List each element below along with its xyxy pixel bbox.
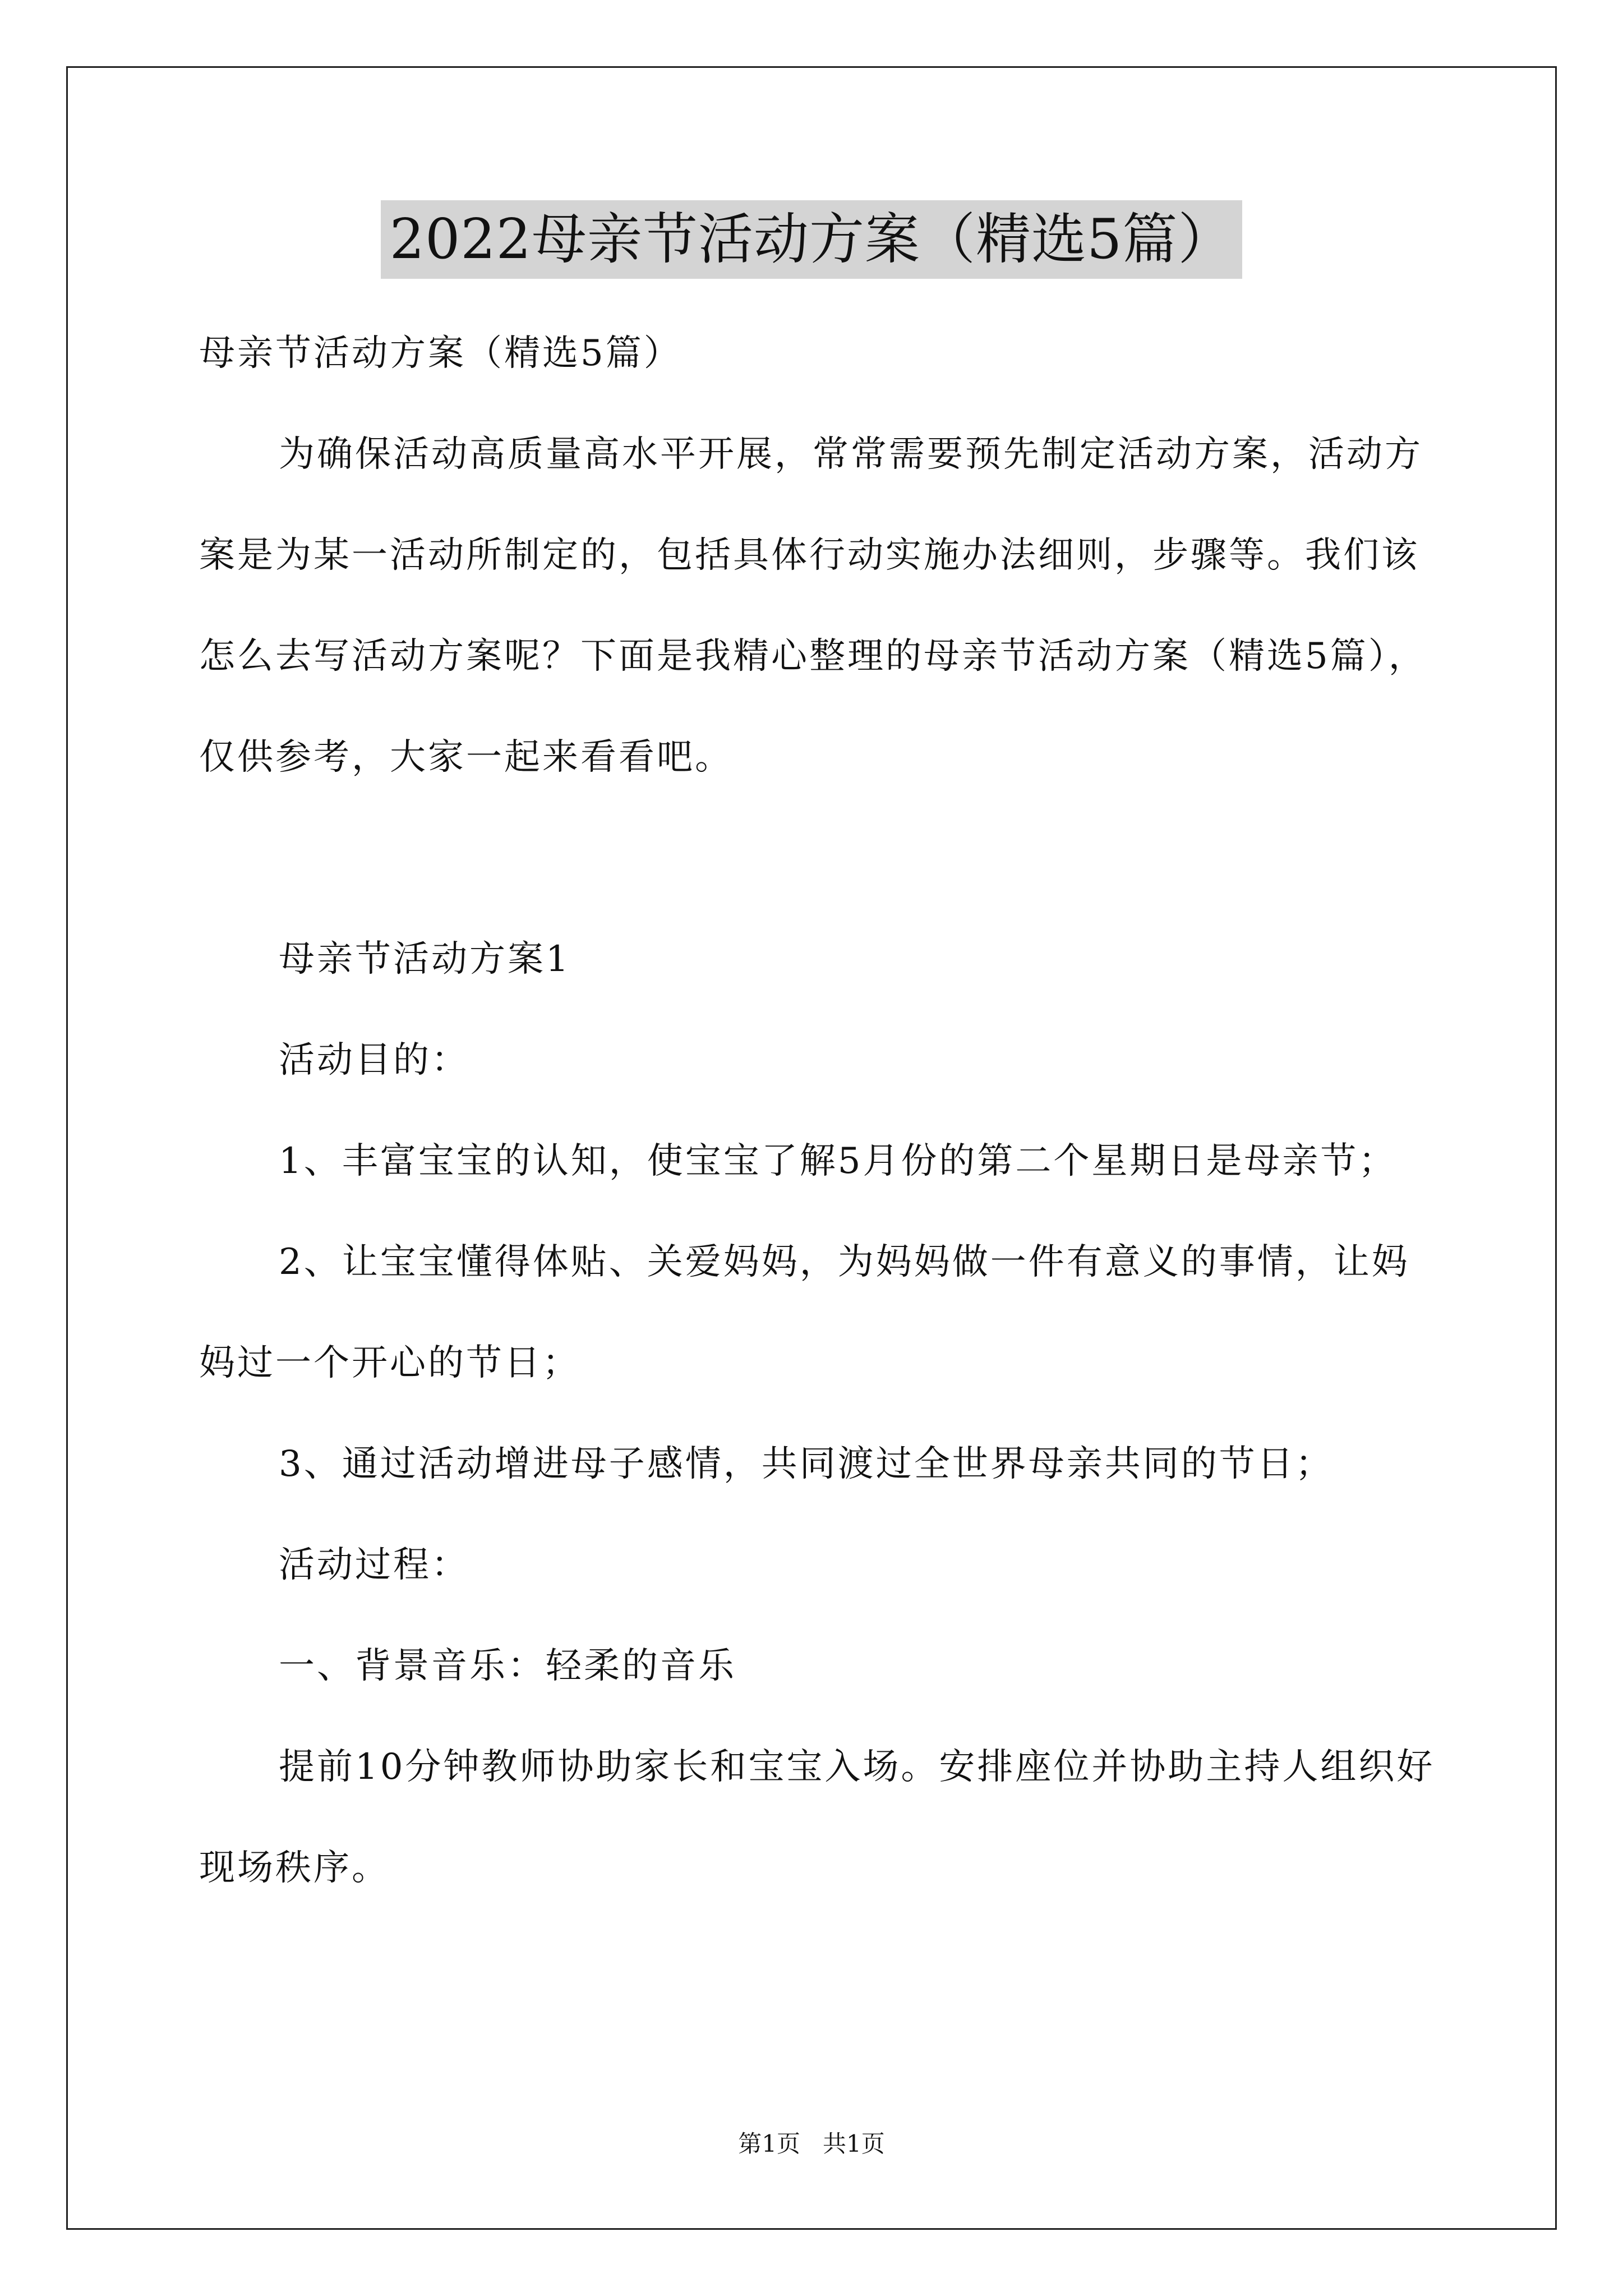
purpose-item: 2、让宝宝懂得体贴、关爱妈妈，为妈妈做一件有意义的事情，让妈妈过一个开心的节日；: [199, 1241, 1410, 1384]
intro-paragraph: 为确保活动高质量高水平开展，常常需要预先制定活动方案，活动方案是为某一活动所制定的，包括具体行动实施办法细则，步骤等。我们该怎么去写活动方案呢？下面是我精心整理的母亲节活动方案（精选5篇），仅供参考，大家一起来看看吧。: [199, 434, 1427, 778]
document-title: 2022母亲节活动方案（精选5篇）: [381, 200, 1243, 279]
page-footer: 第1页 共1页: [738, 2130, 885, 2157]
paragraph-gap: [199, 808, 1438, 909]
document-body: [199, 303, 1438, 1918]
purpose-label: 活动目的：: [279, 1039, 469, 1081]
process-label: 活动过程：: [279, 1544, 469, 1586]
document-subtitle: 母亲节活动方案（精选5篇）: [199, 333, 682, 374]
step-one-heading: 一、背景音乐：轻柔的音乐: [279, 1645, 736, 1687]
section-heading: 母亲节活动方案1: [279, 938, 571, 980]
purpose-item: 3、通过活动增进母子感情，共同渡过全世界母亲共同的节日；: [279, 1443, 1334, 1485]
purpose-item: 1、丰富宝宝的认知，使宝宝了解5月份的第二个星期日是母亲节；: [279, 1140, 1397, 1182]
step-one-text: 提前10分钟教师协助家长和宝宝入场。安排座位并协助主持人组织好现场秩序。: [199, 1746, 1435, 1889]
title-container: [0, 200, 1623, 279]
